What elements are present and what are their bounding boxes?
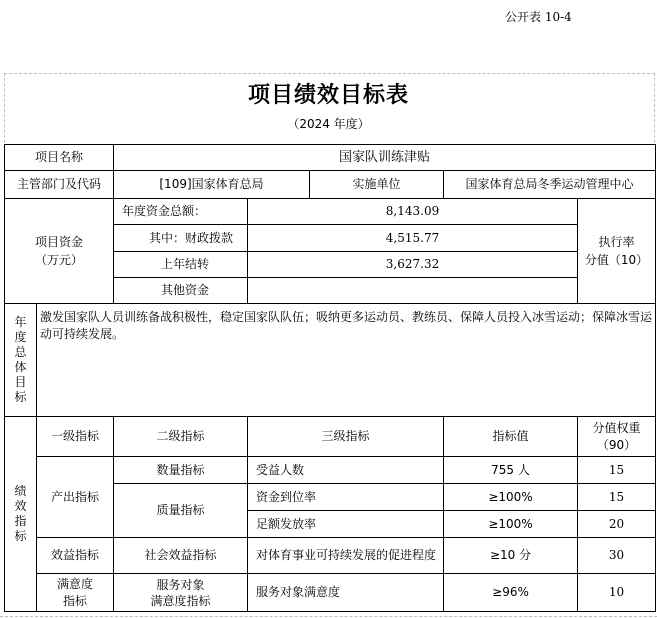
service-satisfaction-indicator-label: 服务对象 满意度指标 — [114, 574, 248, 612]
department-value: [109]国家体育总局 — [114, 171, 310, 199]
indicator-name: 足额发放率 — [248, 511, 444, 538]
indicator-value: ≥100% — [444, 484, 578, 511]
department-label: 主管部门及代码 — [5, 171, 114, 199]
indicator-name: 资金到位率 — [248, 484, 444, 511]
funds-fiscal-value: 4,515.77 — [248, 225, 578, 252]
social-benefit-indicator-label: 社会效益指标 — [114, 538, 248, 574]
page-title: 项目绩效目标表 — [247, 83, 409, 108]
document-code: 公开表 10-4 — [505, 10, 572, 24]
indicator-value: 755 人 — [444, 457, 578, 484]
header-level-1: 一级指标 — [37, 417, 114, 457]
indicator-weight: 15 — [578, 457, 656, 484]
header-level-3: 三级指标 — [248, 417, 444, 457]
performance-indicators-label: 绩效指标 — [5, 417, 37, 612]
header-weight: 分值权重 （90） — [578, 417, 656, 457]
indicator-weight: 10 — [578, 574, 656, 612]
indicator-value: ≥96% — [444, 574, 578, 612]
fiscal-year-subtitle: （2024 年度） — [287, 117, 370, 131]
indicator-weight: 20 — [578, 511, 656, 538]
benefit-indicator-label: 效益指标 — [37, 538, 114, 574]
project-name-row — [5, 145, 656, 171]
indicator-value: ≥100% — [444, 511, 578, 538]
indicator-name: 受益人数 — [248, 457, 444, 484]
funds-total-label: 年度资金总额： — [114, 199, 248, 225]
indicator-value: ≥10 分 — [444, 538, 578, 574]
header-level-2: 二级指标 — [114, 417, 248, 457]
funds-total-row — [5, 199, 656, 225]
funds-label: 项目资金 （万元） — [5, 199, 114, 304]
annual-goal-label: 年度总体目标 — [5, 304, 37, 417]
indicator-weight: 30 — [578, 538, 656, 574]
funds-total-value: 8,143.09 — [248, 199, 578, 225]
funds-other-value — [248, 278, 578, 304]
annual-goal-text: 激发国家队人员训练备战积极性，稳定国家队队伍；吸纳更多运动员、教练员、保障人员投入冰雪运动；保障冰雪运动可持续发展。 — [37, 304, 656, 417]
indicator-header-row — [5, 417, 656, 457]
funds-fiscal-label: 其中：财政拨款 — [114, 225, 248, 252]
quantity-indicator-label: 数量指标 — [114, 457, 248, 484]
indicator-name: 服务对象满意度 — [248, 574, 444, 612]
funds-carryover-label: 上年结转 — [114, 252, 248, 278]
table-row — [5, 574, 656, 612]
table-row — [5, 538, 656, 574]
execution-rate-label: 执行率 分值（10） — [578, 199, 656, 304]
implementing-unit-value: 国家体育总局冬季运动管理中心 — [444, 171, 656, 199]
project-name-value: 国家队训练津贴 — [114, 145, 656, 171]
indicator-name: 对体育事业可持续发展的促进程度 — [248, 538, 444, 574]
project-name-label: 项目名称 — [5, 145, 114, 171]
funds-carryover-value: 3,627.32 — [248, 252, 578, 278]
indicator-weight: 15 — [578, 484, 656, 511]
performance-target-table — [4, 144, 656, 612]
annual-goal-row — [5, 304, 656, 417]
satisfaction-indicator-label: 满意度 指标 — [37, 574, 114, 612]
header-indicator-value: 指标值 — [444, 417, 578, 457]
quality-indicator-label: 质量指标 — [114, 484, 248, 538]
output-indicator-label: 产出指标 — [37, 457, 114, 538]
table-row — [5, 457, 656, 484]
implementing-unit-label: 实施单位 — [310, 171, 444, 199]
funds-other-label: 其他资金 — [114, 278, 248, 304]
department-row — [5, 171, 656, 199]
